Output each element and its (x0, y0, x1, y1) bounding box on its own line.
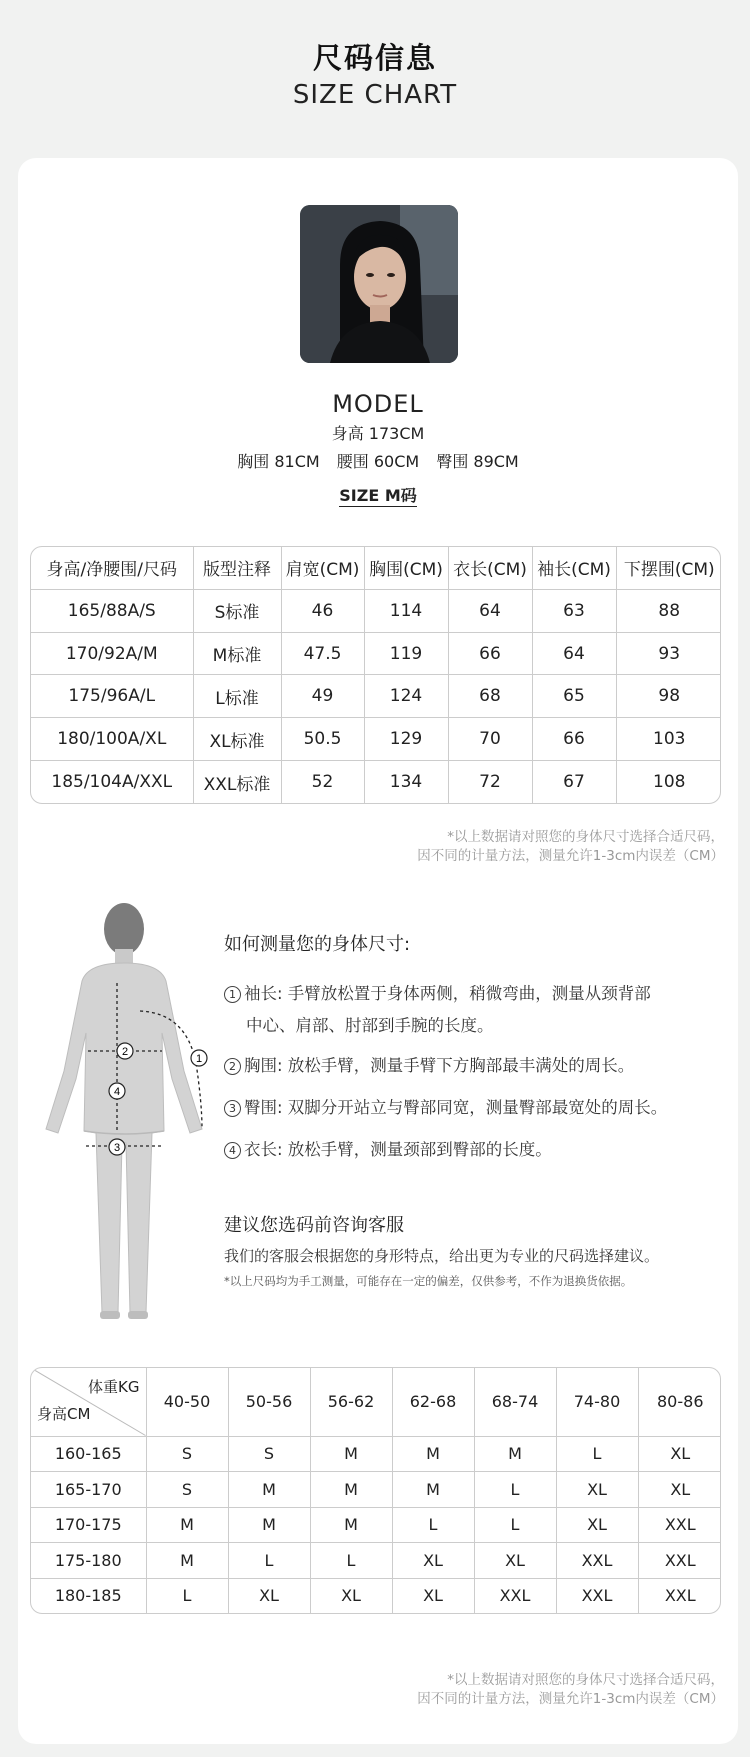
size-cell: M (310, 1507, 392, 1543)
size-cell: L (556, 1436, 638, 1472)
weight-header-cell: 62-68 (392, 1368, 474, 1436)
table-cell: 68 (448, 675, 532, 718)
note-line: *以上数据请对照您的身体尺寸选择合适尺码， (447, 1672, 724, 1688)
size-table (30, 546, 721, 804)
weight-height-table (30, 1367, 721, 1614)
table-row (31, 1578, 721, 1613)
size-cell: S (146, 1472, 228, 1508)
size-cell: L (310, 1543, 392, 1579)
size-cell: M (146, 1543, 228, 1579)
corner-cell (31, 1368, 146, 1436)
advice-title: 建议您选码前咨询客服 (224, 1215, 404, 1236)
item-number: 2 (224, 1058, 241, 1075)
marker-4 (109, 1083, 125, 1099)
table-cell: 52 (281, 761, 364, 803)
item-text: 衣长: 放松手臂，测量颈部到臀部的长度。 (244, 1140, 552, 1159)
table-cell: 108 (616, 761, 721, 803)
table-row (31, 1543, 721, 1579)
table-row (31, 761, 721, 803)
item-number: 1 (224, 986, 241, 1003)
size-cell: XL (228, 1578, 310, 1613)
marker-1 (191, 1050, 207, 1066)
table-cell: 98 (616, 675, 721, 718)
page-header (0, 0, 750, 150)
weight-header-cell: 74-80 (556, 1368, 638, 1436)
table-cell: 72 (448, 761, 532, 803)
page-subtitle: SIZE CHART (292, 80, 458, 110)
size-cell: XXL (556, 1543, 638, 1579)
model-size-label: SIZE M码 (339, 486, 417, 505)
body-measurement-figure (26, 893, 216, 1323)
table-cell: 70 (448, 718, 532, 761)
howto-item-chest (224, 1050, 724, 1082)
weight-header-cell: 80-86 (638, 1368, 721, 1436)
note-line: *以上数据请对照您的身体尺寸选择合适尺码， (447, 829, 724, 845)
weight-header-row (31, 1368, 721, 1436)
weight-header-cell: 40-50 (146, 1368, 228, 1436)
size-cell: S (146, 1436, 228, 1472)
table-cell: M标准 (193, 632, 281, 675)
table-cell: 119 (364, 632, 448, 675)
header-cell: 袖长(CM) (532, 547, 616, 589)
svg-text:3: 3 (113, 1142, 121, 1154)
height-cell: 180-185 (31, 1578, 146, 1613)
table-cell: 50.5 (281, 718, 364, 761)
header-cell: 身高/净腰围/尺码 (31, 547, 193, 589)
weight-header-cell: 56-62 (310, 1368, 392, 1436)
header-cell: 胸围(CM) (364, 547, 448, 589)
header-cell: 衣长(CM) (448, 547, 532, 589)
item-text: 袖长: 手臂放松置于身体两侧，稍微弯曲，测量从颈背部 (244, 984, 651, 1003)
header-cell: 肩宽(CM) (281, 547, 364, 589)
howto-item-sleeve (224, 978, 724, 1042)
height-cell: 160-165 (31, 1436, 146, 1472)
size-cell: XL (556, 1472, 638, 1508)
size-cell: S (228, 1436, 310, 1472)
model-title: MODEL (332, 390, 424, 418)
size-cell: XL (392, 1543, 474, 1579)
table-row (31, 718, 721, 761)
howto-item-hip (224, 1092, 724, 1124)
table-row (31, 589, 721, 632)
table-row (31, 632, 721, 675)
model-photo (300, 205, 458, 363)
table-cell: 124 (364, 675, 448, 718)
table-cell: L标准 (193, 675, 281, 718)
size-cell: XXL (638, 1543, 721, 1579)
note-line: 因不同的计量方法，测量允许1-3cm内误差（CM） (417, 1691, 724, 1707)
table-row (31, 675, 721, 718)
table-cell: 49 (281, 675, 364, 718)
table-cell: 47.5 (281, 632, 364, 675)
corner-weight-label: 体重KG (88, 1378, 140, 1396)
weight-header-cell: 68-74 (474, 1368, 556, 1436)
size-cell: XL (392, 1578, 474, 1613)
table-cell: 64 (448, 589, 532, 632)
svg-text:4: 4 (113, 1086, 121, 1098)
table-cell: 65 (532, 675, 616, 718)
table-row (31, 1507, 721, 1543)
table-cell: 103 (616, 718, 721, 761)
size-cell: M (310, 1436, 392, 1472)
table-cell: 129 (364, 718, 448, 761)
howto-title: 如何测量您的身体尺寸: (224, 934, 411, 955)
header-cell: 版型注释 (193, 547, 281, 589)
corner-height-label: 身高CM (37, 1404, 91, 1423)
advice-text: 我们的客服会根据您的身形特点，给出更为专业的尺码选择建议。 (224, 1247, 660, 1265)
table-row (31, 1472, 721, 1508)
size-cell: M (392, 1472, 474, 1508)
table-cell: S标准 (193, 589, 281, 632)
item-text: 臀围: 双脚分开站立与臀部同宽，测量臀部最宽处的周长。 (244, 1098, 668, 1117)
size-table-header (31, 547, 721, 589)
table-cell: 63 (532, 589, 616, 632)
weight-table-note (224, 1671, 724, 1709)
table-cell: 185/104A/XXL (31, 761, 193, 803)
size-cell: M (392, 1436, 474, 1472)
item-number: 3 (224, 1100, 241, 1117)
svg-text:1: 1 (195, 1053, 203, 1065)
svg-text:2: 2 (121, 1046, 129, 1058)
table-cell: 88 (616, 589, 721, 632)
size-cell: XL (638, 1436, 721, 1472)
size-cell: M (474, 1436, 556, 1472)
size-card (18, 158, 738, 1744)
size-cell: M (228, 1507, 310, 1543)
header-cell: 下摆围(CM) (616, 547, 721, 589)
note-line: 因不同的计量方法，测量允许1-3cm内误差（CM） (417, 848, 724, 864)
size-cell: L (392, 1507, 474, 1543)
table-cell: 180/100A/XL (31, 718, 193, 761)
model-hip: 臀围 89CM (436, 452, 519, 471)
table-cell: XXL标准 (193, 761, 281, 803)
table-cell: 175/96A/L (31, 675, 193, 718)
model-measurements (18, 449, 738, 472)
page-title: 尺码信息 (312, 41, 437, 75)
size-cell: M (310, 1472, 392, 1508)
item-text: 胸围: 放松手臂，测量手臂下方胸部最丰满处的周长。 (244, 1056, 635, 1075)
item-number: 4 (224, 1142, 241, 1159)
size-cell: XXL (474, 1578, 556, 1613)
size-cell: XXL (556, 1578, 638, 1613)
table-cell: 114 (364, 589, 448, 632)
table-cell: 66 (532, 718, 616, 761)
size-cell: L (146, 1578, 228, 1613)
advice-note: *以上尺码均为手工测量，可能存在一定的偏差，仅供参考，不作为退换货依据。 (224, 1274, 633, 1288)
marker-3 (109, 1139, 125, 1155)
height-cell: 175-180 (31, 1543, 146, 1579)
size-cell: M (146, 1507, 228, 1543)
table-row (31, 1436, 721, 1472)
size-cell: XL (556, 1507, 638, 1543)
table-cell: 93 (616, 632, 721, 675)
howto-item-length (224, 1134, 724, 1166)
size-cell: L (474, 1472, 556, 1508)
table-cell: 64 (532, 632, 616, 675)
table-cell: 67 (532, 761, 616, 803)
table-cell: 66 (448, 632, 532, 675)
item-text-cont: 中心、肩部、肘部到手腕的长度。 (246, 1016, 494, 1035)
model-waist: 腰围 60CM (336, 452, 420, 471)
size-cell: XXL (638, 1578, 721, 1613)
size-cell: XL (310, 1578, 392, 1613)
height-cell: 170-175 (31, 1507, 146, 1543)
table-cell: 165/88A/S (31, 589, 193, 632)
size-cell: XXL (638, 1507, 721, 1543)
size-cell: L (474, 1507, 556, 1543)
table-cell: XL标准 (193, 718, 281, 761)
weight-header-cell: 50-56 (228, 1368, 310, 1436)
height-cell: 165-170 (31, 1472, 146, 1508)
table-cell: 134 (364, 761, 448, 803)
marker-2 (117, 1043, 133, 1059)
size-table-note (224, 828, 724, 866)
size-cell: XL (638, 1472, 721, 1508)
size-cell: L (228, 1543, 310, 1579)
size-cell: M (228, 1472, 310, 1508)
model-bust: 胸围 81CM (237, 452, 320, 471)
table-cell: 46 (281, 589, 364, 632)
size-cell: XL (474, 1543, 556, 1579)
table-cell: 170/92A/M (31, 632, 193, 675)
model-height: 身高 173CM (331, 424, 425, 443)
model-size (18, 483, 738, 506)
